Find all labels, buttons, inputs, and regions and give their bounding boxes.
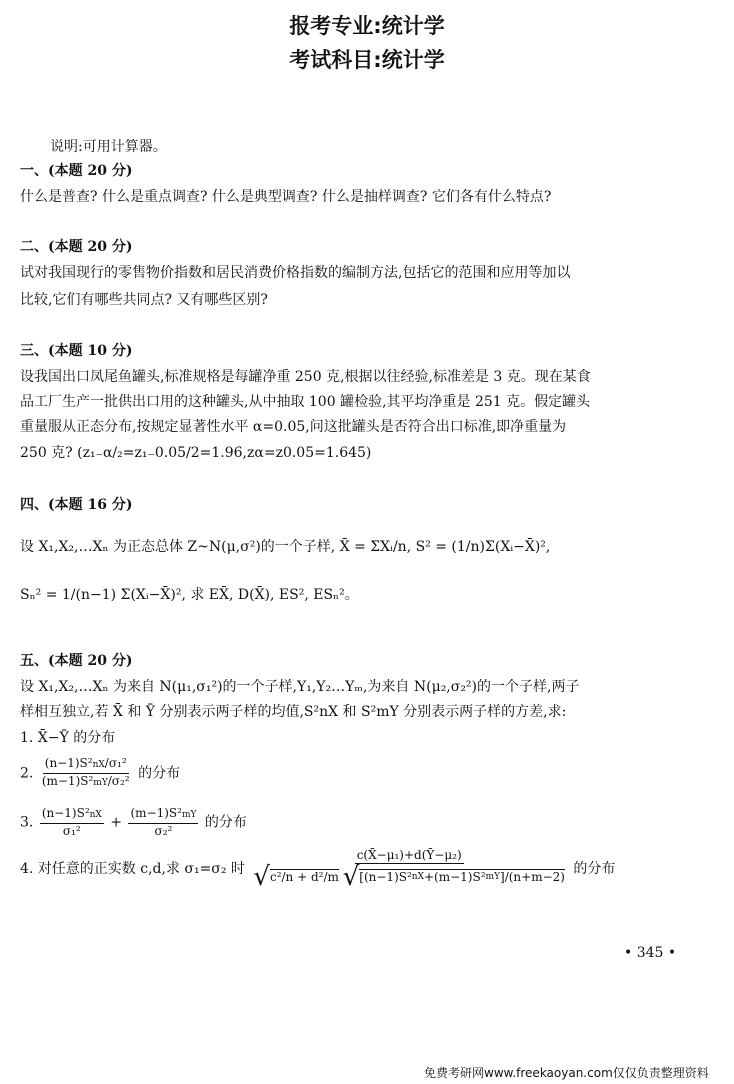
- q1-text: 什么是普查? 什么是重点调查? 什么是典型调查? 什么是抽样调查? 它们各有什么特点?: [20, 189, 552, 205]
- q5-item3-fraction-b: $\frac{\text{(m−1)S²mY}}{\text{σ₂²}}$: [130, 806, 197, 838]
- q5-item2-fraction: $\frac{\text{(n−1)S²nX/σ₁²}}{\text{(m−1)S²mY/σ₂²}}$: [41, 756, 130, 788]
- q5-item1: 1. X̄−Ȳ 的分布: [20, 730, 116, 746]
- q5-item4-prefix: 4. 对任意的正实数 c,d,求 σ₁=σ₂ 时: [20, 861, 245, 877]
- major-title: 报考专业:统计学: [289, 14, 445, 38]
- q4-text-a: 设 X₁,X₂,…Xₙ 为正态总体 Z~N(μ,σ²)的一个子样,: [20, 539, 336, 555]
- q2-heading: 二、(本题 20 分): [20, 239, 133, 255]
- q5-heading: 五、(本题 20 分): [20, 653, 133, 669]
- q5-item2-suffix: 的分布: [138, 765, 181, 782]
- q2-text-line1: 试对我国现行的零售物价指数和居民消费价格指数的编制方法,包括它的范围和应用等加以: [20, 265, 571, 281]
- q3-text-line3: 重量服从正态分布,按规定显著性水平 α=0.05,问这批罐头是否符合出口标准,即净重量为: [20, 419, 567, 435]
- q5-item4-fraction: c(X̄−μ₁)+d(Ȳ−μ₂) √ c²/n + d²/m √ [(n−1)S² nX +(m−1)S² mY ]/(n+m−2): [253, 848, 565, 892]
- q3-text-line4: 250 克? (z₁₋α/₂=z₁₋0.05/2=1.96,zα=z0.05=1.645): [20, 445, 372, 461]
- q1-heading: 一、(本题 20 分): [20, 163, 133, 179]
- page-number: • 345 •: [624, 945, 677, 961]
- instructions-note: 说明:可用计算器。: [50, 139, 167, 155]
- q5-text-line2: 样相互独立,若 X̄ 和 Ȳ 分别表示两子样的均值,S²nX 和 S²mY 分别表示两子样的方差,求:: [20, 704, 567, 720]
- q5-item3: 3. $\frac{\text{(n−1)S²nX}}{\text{σ₁²}}$ + $\frac{\text{(m−1)S²mY}}{\text{σ₂²}}$ 的分布: [20, 806, 247, 838]
- q5-text-line1: 设 X₁,X₂,…Xₙ 为来自 N(μ₁,σ₁²)的一个子样,Y₁,Y₂…Yₘ,为来自 N(μ₂,σ₂²)的一个子样,两子: [20, 679, 580, 695]
- q5-item4-suffix: 的分布: [573, 861, 616, 877]
- subject-title: 考试科目:统计学: [289, 48, 445, 72]
- q5-item3-fraction-a: $\frac{\text{(n−1)S²nX}}{\text{σ₁²}}$: [41, 806, 102, 838]
- q4-formula-line2: Sₙ² = 1/(n−1) Σ(Xᵢ−X̄)², 求 EX̄, D(X̄), ES², ESₙ²。: [20, 587, 359, 603]
- q5-item3-suffix: 的分布: [204, 814, 247, 831]
- q3-heading: 三、(本题 10 分): [20, 343, 133, 359]
- q3-text-line2: 品工厂生产一批供出口用的这种罐头,从中抽取 100 罐检验,其平均净重是 251 克。假定罐头: [20, 394, 591, 410]
- q4-heading: 四、(本题 16 分): [20, 497, 133, 513]
- footer-watermark: 免费考研网www.freekaoyan.com仅仅负责整理资料: [424, 1066, 709, 1080]
- q5-item2: 2. $\frac{\text{(n−1)S²nX/σ₁²}}{\text{(m−1)S²mY/σ₂²}}$ 的分布: [20, 756, 180, 791]
- q5-item4: [20, 848, 615, 890]
- q4-formula-line1: [20, 536, 550, 556]
- q2-text-line2: 比较,它们有哪些共同点? 又有哪些区别?: [20, 292, 268, 308]
- q4-text-b: X̄ = ΣXᵢ/n, S² = (1/n)Σ(Xᵢ−X̄)²,: [339, 539, 551, 555]
- q3-text-line1: 设我国出口凤尾鱼罐头,标准规格是每罐净重 250 克,根据以往经验,标准差是 3 克。现在某食: [20, 369, 591, 385]
